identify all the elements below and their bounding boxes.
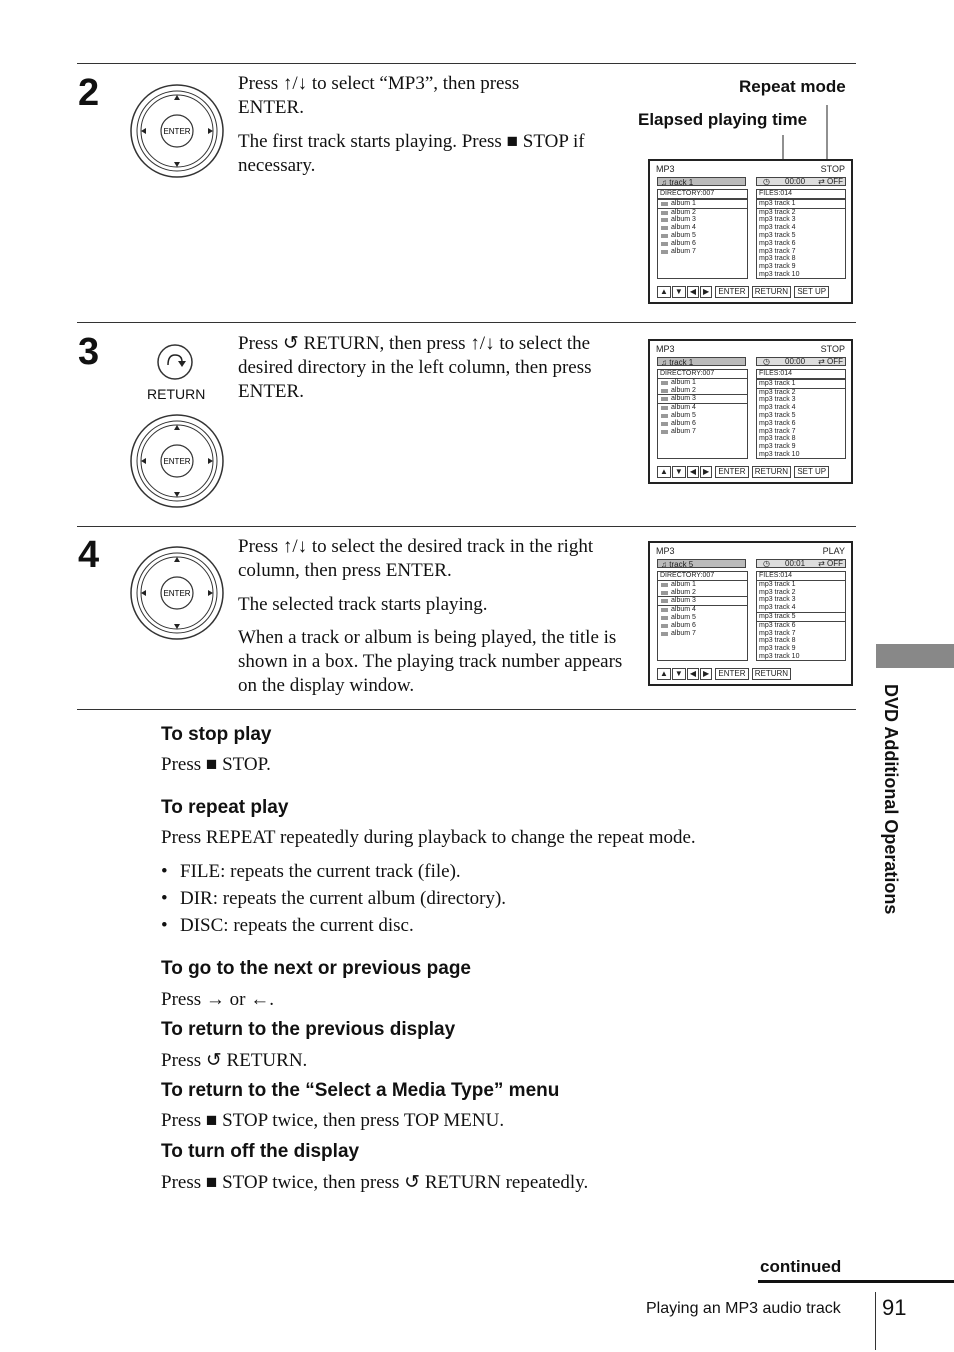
continued-label: continued xyxy=(760,1257,842,1276)
right-arrow-icon: ▶ xyxy=(700,466,712,478)
list-item: album 7 xyxy=(658,248,747,256)
track-bar: ♫ track 1 xyxy=(657,177,746,186)
left-arrow-icon: ◀ xyxy=(687,286,699,298)
up-arrow-icon: ▲ xyxy=(657,286,671,298)
screen-state: STOP xyxy=(820,344,845,354)
return-button-icon xyxy=(156,343,194,381)
display-off-body: Press ■ STOP twice, then press ↺ RETURN repeatedly. xyxy=(161,1172,589,1193)
enter-dial-icon xyxy=(129,83,225,179)
repeat-status: ⇄ OFF xyxy=(818,177,843,186)
time-bar xyxy=(756,559,846,568)
enter-button: ENTER xyxy=(715,466,748,478)
down-arrow-icon: ▼ xyxy=(672,286,686,298)
list-item: album 1 xyxy=(658,379,747,387)
directory-header: DIRECTORY:007 xyxy=(658,190,747,199)
down-arrow-icon: ▼ xyxy=(672,668,686,680)
media-type-heading: To return to the “Select a Media Type” menu xyxy=(161,1080,560,1101)
page-nav-body: Press → or ←. xyxy=(161,989,274,1010)
list-item: mp3 track 1 xyxy=(756,199,846,209)
step-number: 4 xyxy=(78,534,100,576)
side-tab-bar xyxy=(876,644,954,668)
list-item: album 7 xyxy=(658,630,747,638)
stop-play-heading: To stop play xyxy=(161,724,272,745)
list-item: album 3 xyxy=(658,216,747,224)
list-item: mp3 track 3 xyxy=(759,396,796,404)
list-item: mp3 track 5 xyxy=(756,612,846,622)
step-divider xyxy=(77,709,856,710)
step-4-instruction: Press ↑/↓ to select the desired track in the right column, then press ENTER. xyxy=(238,536,594,581)
directory-header: DIRECTORY:007 xyxy=(658,370,747,379)
return-button: RETURN xyxy=(752,466,791,478)
media-type-body: Press ■ STOP twice, then press TOP MENU. xyxy=(161,1110,505,1131)
list-item: album 5 xyxy=(658,232,747,240)
files-column xyxy=(756,189,846,279)
list-item: mp3 track 6 xyxy=(759,419,796,427)
list-item: mp3 track 9 xyxy=(759,443,796,451)
step-4-note-2: When a track or album is being played, the title is shown in a box. The playing track number appears on the display window. xyxy=(238,627,623,696)
files-column xyxy=(756,369,846,459)
elapsed-time: 00:00 xyxy=(785,177,806,186)
list-item: mp3 track 4 xyxy=(759,224,796,232)
list-item: mp3 track 8 xyxy=(759,637,796,645)
track-name: track 1 xyxy=(669,178,694,187)
list-item: mp3 track 7 xyxy=(759,427,796,435)
list-item: mp3 track 2 xyxy=(759,208,796,216)
screen-title: MP3 xyxy=(656,546,675,556)
list-item: album 2 xyxy=(658,387,747,395)
return-button: RETURN xyxy=(752,286,791,298)
repeat-status: ⇄ OFF xyxy=(818,357,843,366)
time-bar xyxy=(756,357,846,366)
list-item: mp3 track 8 xyxy=(759,435,796,443)
step-2-note: The first track starts playing. Press ■ STOP if necessary. xyxy=(238,131,585,176)
footer-rule xyxy=(758,1280,954,1283)
step-divider xyxy=(77,322,856,323)
screen-state: PLAY xyxy=(822,546,845,556)
list-item: album 4 xyxy=(658,606,747,614)
left-arrow-icon: ◀ xyxy=(687,668,699,680)
list-item: album 7 xyxy=(658,428,747,436)
list-item: mp3 track 1 xyxy=(759,580,796,588)
list-item: album 5 xyxy=(658,614,747,622)
enter-dial-icon xyxy=(129,545,225,641)
step-number: 3 xyxy=(78,331,100,373)
list-item: album 3 xyxy=(657,394,748,404)
dial-label: ENTER xyxy=(163,589,191,598)
list-item: album 2 xyxy=(658,589,747,597)
down-arrow-icon: ▼ xyxy=(672,466,686,478)
footer-divider xyxy=(875,1292,876,1350)
list-item: mp3 track 7 xyxy=(759,247,796,255)
screen-title: MP3 xyxy=(656,164,675,174)
callout-elapsed-time: Elapsed playing time xyxy=(638,110,808,129)
top-rule xyxy=(77,63,856,64)
screen-step-2 xyxy=(648,159,853,304)
repeat-play-heading: To repeat play xyxy=(161,797,289,818)
list-item: mp3 track 10 xyxy=(759,450,800,458)
directory-column xyxy=(657,369,748,459)
list-item: mp3 track 5 xyxy=(759,411,796,419)
list-item: album 5 xyxy=(658,412,747,420)
screen-step-3 xyxy=(648,339,853,484)
list-item: album 2 xyxy=(658,209,747,217)
elapsed-time: 00:01 xyxy=(785,559,806,568)
display-off-heading: To turn off the display xyxy=(161,1141,360,1162)
list-item: mp3 track 6 xyxy=(759,239,796,247)
page-number: 91 xyxy=(882,1295,907,1320)
track-name: track 1 xyxy=(669,358,694,367)
list-item: mp3 track 4 xyxy=(759,604,796,612)
return-heading: To return to the previous display xyxy=(161,1019,456,1040)
dial-label: ENTER xyxy=(163,127,191,136)
files-header: FILES:014 xyxy=(757,572,845,581)
list-item: mp3 track 1 xyxy=(756,379,846,389)
enter-dial-icon xyxy=(129,413,225,509)
list-item: album 6 xyxy=(658,240,747,248)
screen-buttons xyxy=(657,668,792,680)
list-item: album 1 xyxy=(657,199,748,209)
list-item: mp3 track 10 xyxy=(759,270,800,278)
screen-state: STOP xyxy=(820,164,845,174)
list-item: • FILE: repeats the current track (file). xyxy=(161,861,461,883)
enter-button: ENTER xyxy=(715,286,748,298)
screen-title: MP3 xyxy=(656,344,675,354)
clock-icon: ◷ xyxy=(763,559,770,568)
list-item: mp3 track 7 xyxy=(759,629,796,637)
step-4-note-1: The selected track starts playing. xyxy=(238,594,488,615)
right-arrow-icon: ▶ xyxy=(700,286,712,298)
repeat-status: ⇄ OFF xyxy=(818,559,843,568)
list-item: mp3 track 10 xyxy=(759,652,800,660)
list-item: • DISC: repeats the current disc. xyxy=(161,915,414,937)
list-item: album 6 xyxy=(658,622,747,630)
files-header: FILES:014 xyxy=(757,190,845,199)
step-divider xyxy=(77,526,856,527)
dial-label: ENTER xyxy=(163,457,191,466)
track-name: track 5 xyxy=(669,560,694,569)
files-header: FILES:014 xyxy=(757,370,845,379)
track-bar: ♫ track 5 xyxy=(657,559,746,568)
list-item: mp3 track 3 xyxy=(759,216,796,224)
time-bar xyxy=(756,177,846,186)
up-arrow-icon: ▲ xyxy=(657,668,671,680)
stop-play-body: Press ■ STOP. xyxy=(161,754,271,775)
setup-button: SET UP xyxy=(794,286,829,298)
list-item: album 4 xyxy=(658,224,747,232)
directory-header: DIRECTORY:007 xyxy=(658,572,747,581)
track-bar: ♫ track 1 xyxy=(657,357,746,366)
list-item: mp3 track 9 xyxy=(759,645,796,653)
directory-column xyxy=(657,571,748,661)
list-item: album 4 xyxy=(658,404,747,412)
list-item: mp3 track 8 xyxy=(759,255,796,263)
return-body: Press ↺ RETURN. xyxy=(161,1050,308,1071)
list-item: mp3 track 2 xyxy=(759,588,796,596)
repeat-play-body: Press REPEAT repeatedly during playback to change the repeat mode. xyxy=(161,827,696,848)
enter-button: ENTER xyxy=(715,668,748,680)
up-arrow-icon: ▲ xyxy=(657,466,671,478)
page-nav-heading: To go to the next or previous page xyxy=(161,958,472,979)
return-button: RETURN xyxy=(752,668,791,680)
list-item: mp3 track 9 xyxy=(759,263,796,271)
list-item: album 6 xyxy=(658,420,747,428)
clock-icon: ◷ xyxy=(763,177,770,186)
left-arrow-icon: ◀ xyxy=(687,466,699,478)
list-item: mp3 track 4 xyxy=(759,404,796,412)
screen-buttons xyxy=(657,286,830,298)
directory-column xyxy=(657,189,748,279)
side-tab-label: DVD Additional Operations xyxy=(881,684,901,915)
list-item: album 3 xyxy=(657,596,748,606)
list-item: mp3 track 2 xyxy=(759,388,796,396)
list-item: • DIR: repeats the current album (directory). xyxy=(161,888,506,910)
right-arrow-icon: ▶ xyxy=(700,668,712,680)
list-item: mp3 track 6 xyxy=(759,621,796,629)
setup-button: SET UP xyxy=(794,466,829,478)
step-number: 2 xyxy=(78,72,100,114)
callout-repeat-mode: Repeat mode xyxy=(739,77,846,96)
footer-section-title: Playing an MP3 audio track xyxy=(646,1300,841,1317)
screen-step-4 xyxy=(648,541,853,686)
step-2-instruction: Press ↑/↓ to select “MP3”, then press ENTER. xyxy=(238,73,520,118)
list-item: mp3 track 5 xyxy=(759,231,796,239)
elapsed-time: 00:00 xyxy=(785,357,806,366)
list-item: album 1 xyxy=(658,581,747,589)
step-3-instruction: Press ↺ RETURN, then press ↑/↓ to select the desired directory in the left column, then press ENTER. xyxy=(238,333,592,402)
list-item: mp3 track 3 xyxy=(759,596,796,604)
screen-buttons xyxy=(657,466,830,478)
clock-icon: ◷ xyxy=(763,357,770,366)
return-label: RETURN xyxy=(147,386,206,402)
files-column xyxy=(756,571,846,661)
